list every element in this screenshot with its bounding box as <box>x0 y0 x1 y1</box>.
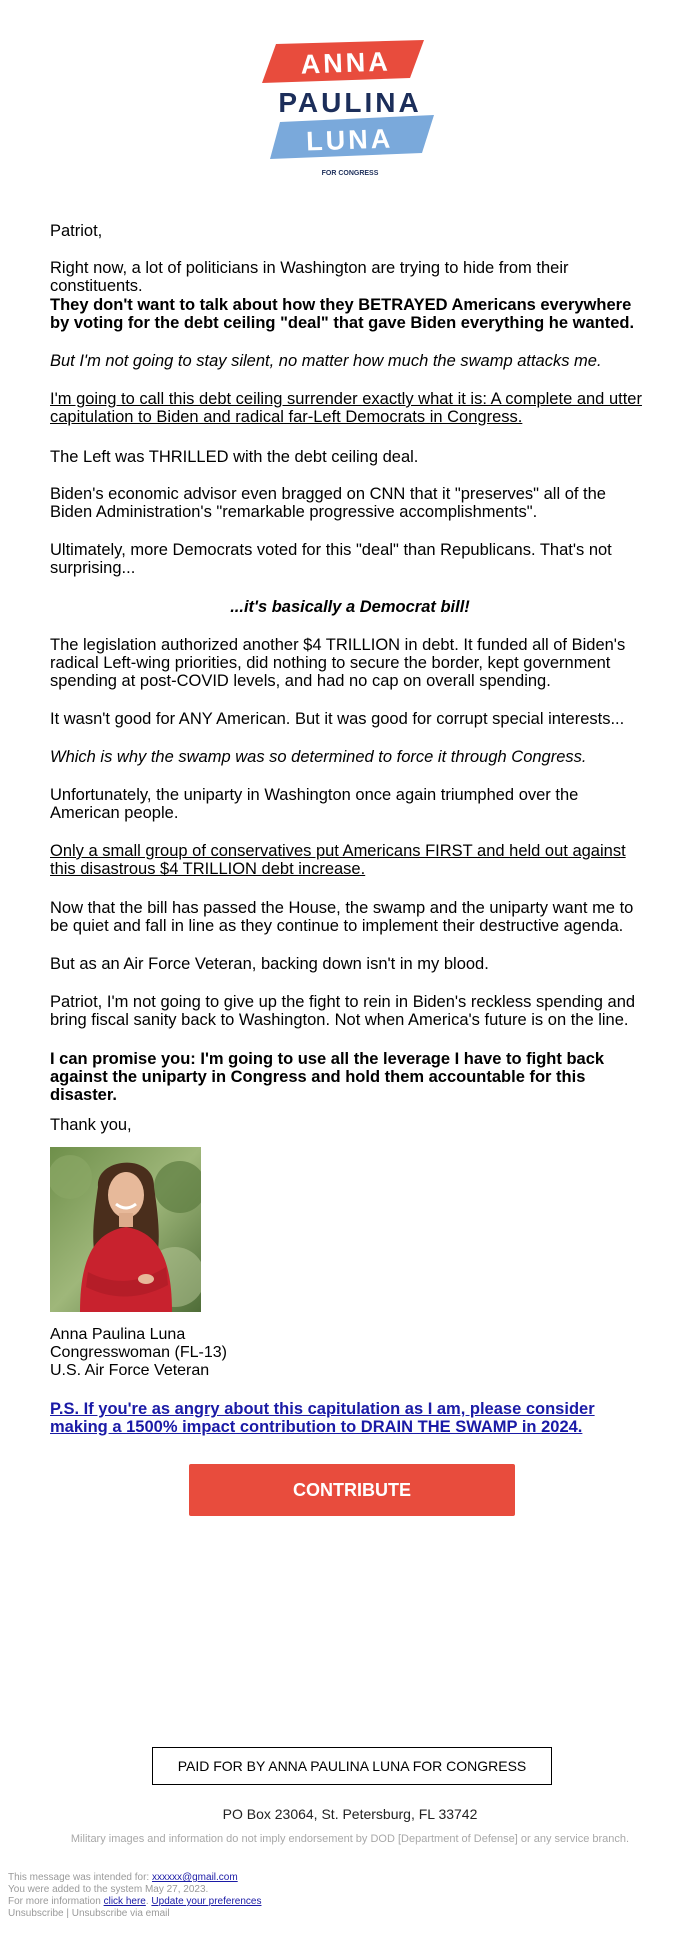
paid-for-disclaimer: PAID FOR BY ANNA PAULINA LUNA FOR CONGRESS <box>152 1747 552 1785</box>
footer-info-label: For more information <box>8 1896 104 1907</box>
footer-intended <box>8 1872 238 1884</box>
paragraph-1: Right now, a lot of politicians in Washington are trying to hide from their constituents. <box>50 259 569 295</box>
paragraph-16: Patriot, I'm not going to give up the fight to rein in Biden's reckless spending and bring fiscal sanity back to Washington. Not when America's future is on the line. <box>50 993 636 1029</box>
mailing-address: PO Box 23064, St. Petersburg, FL 33742 <box>222 1806 478 1822</box>
unsubscribe-email-link[interactable]: Unsubscribe via email <box>71 1908 170 1919</box>
signature-block <box>50 1326 227 1380</box>
paragraph-11: Which is why the swamp was so determined to force it through Congress. <box>50 748 587 766</box>
paragraph-13: Only a small group of conservatives put Americans FIRST and held out against this disastrous $4 TRILLION debt increase. <box>50 842 626 878</box>
logo-tagline: FOR CONGRESS <box>321 170 379 177</box>
logo-anna: ANNA <box>300 46 392 80</box>
paragraph-12: Unfortunately, the uniparty in Washington once again triumphed over the American people. <box>50 786 579 822</box>
signature-name: Anna Paulina Luna <box>50 1326 186 1343</box>
paragraph-5: The Left was THRILLED with the debt ceiling deal. <box>50 448 419 466</box>
signature-veteran: U.S. Air Force Veteran <box>50 1362 210 1379</box>
signature-title: Congresswoman (FL-13) <box>50 1344 227 1361</box>
logo-luna: LUNA <box>305 123 394 157</box>
footer-email-link[interactable]: xxxxxx@gmail.com <box>151 1872 238 1883</box>
paragraph-15: But as an Air Force Veteran, backing down isn't in my blood. <box>50 955 489 973</box>
footer-sep: . <box>145 1896 152 1907</box>
update-preferences-link[interactable]: Update your preferences <box>151 1896 262 1907</box>
campaign-logo <box>262 40 437 200</box>
paragraph-10: It wasn't good for ANY American. But it was good for corrupt special interests... <box>50 710 625 728</box>
paragraph-14: Now that the bill has passed the House, the swamp and the uniparty want me to be quiet and fall in line as they continue to implement their destructive agenda. <box>50 899 634 935</box>
dod-disclaimer: Military images and information do not imply endorsement by DOD [Department of Defense] or any service branch. <box>70 1833 630 1845</box>
paragraph-17: I can promise you: I'm going to use all the leverage I have to fight back against the uniparty in Congress and hold them accountable for this disaster. <box>50 1050 605 1104</box>
unsubscribe-link[interactable]: Unsubscribe <box>8 1908 64 1919</box>
paragraph-3: But I'm not going to stay silent, no matter how much the swamp attacks me. <box>50 352 602 370</box>
footer-pipe: | <box>63 1908 72 1919</box>
ps-contribution-link[interactable]: P.S. If you're as angry about this capitulation as I am, please consider making a 1500% impact contribution to DRAIN THE SWAMP in 2024. <box>50 1400 595 1436</box>
paragraph-2: They don't want to talk about how they BETRAYED Americans everywhere by voting for the debt ceiling "deal" that gave Biden everything he wanted. <box>50 296 635 332</box>
logo-paulina: PAULINA <box>278 87 422 118</box>
click-here-link[interactable]: click here <box>103 1896 146 1907</box>
greeting: Patriot, <box>50 222 103 240</box>
footer-unsubscribe <box>8 1908 170 1920</box>
paragraph-6: Biden's economic advisor even bragged on CNN that it "preserves" all of the Biden Administration's "remarkable progressive accomplishments". <box>50 485 606 521</box>
paragraph-8: ...it's basically a Democrat bill! <box>230 598 470 616</box>
footer-more-info <box>8 1896 261 1908</box>
footer-intended-label: This message was intended for: <box>8 1872 152 1883</box>
paragraph-7: Ultimately, more Democrats voted for this "deal" than Republicans. That's not surprising... <box>50 541 612 577</box>
footer-added: You were added to the system May 27, 2023. <box>8 1884 209 1895</box>
contribute-button[interactable]: CONTRIBUTE <box>189 1464 515 1516</box>
closing: Thank you, <box>50 1116 132 1134</box>
paragraph-4: I'm going to call this debt ceiling surrender exactly what it is: A complete and utter capitulation to Biden and radical far-Left Democrats in Congress. <box>50 390 642 426</box>
candidate-photo <box>50 1147 201 1312</box>
paragraph-9: The legislation authorized another $4 TRILLION in debt. It funded all of Biden's radical Left-wing priorities, did nothing to secure the border, kept government spending at post-COVID levels, and had no cap on overall spending. <box>50 636 626 690</box>
